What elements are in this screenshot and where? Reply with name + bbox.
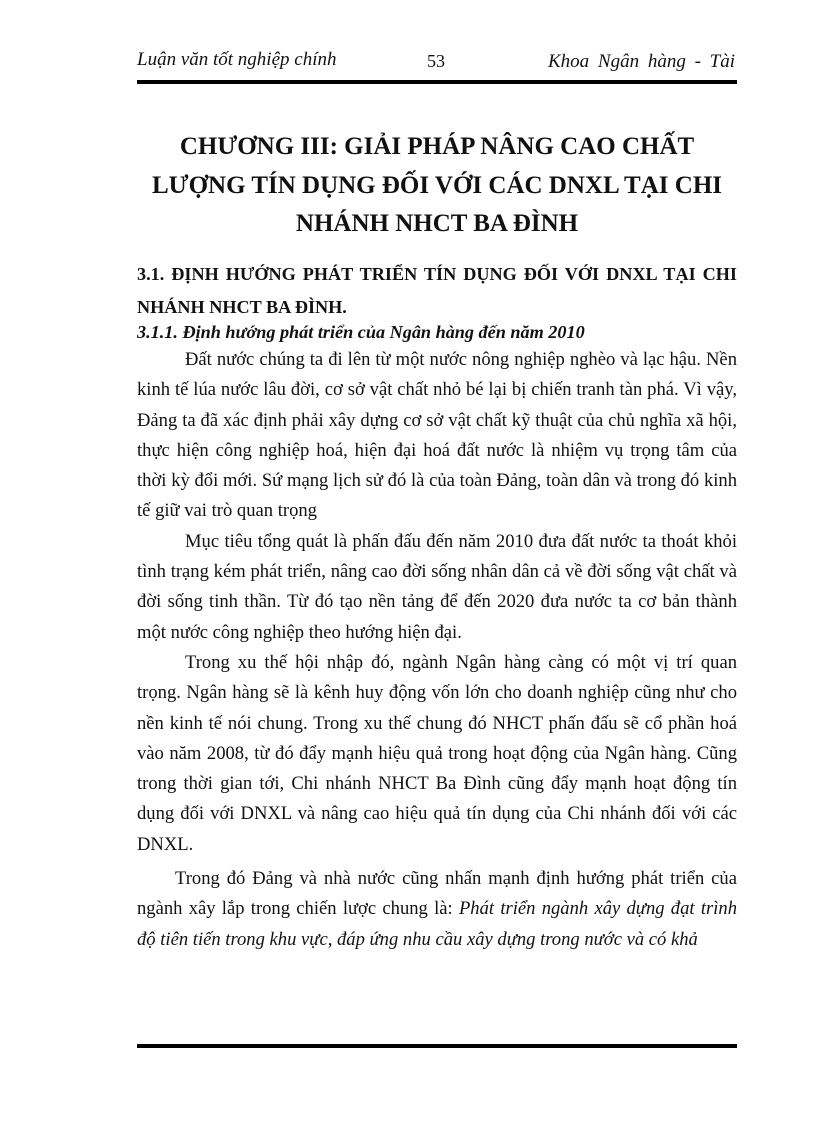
paragraph-italic-quote: Phát triển ngành xây dựng đạt trình độ tiên tiến trong khu vực, đáp ứng nhu cầu xây dựng trong nước và có khả <box>137 898 737 950</box>
page-number: 53 <box>427 51 445 71</box>
body-text <box>137 345 737 955</box>
header-thesis-label: Luận văn tốt nghiệp chính <box>137 49 337 70</box>
paragraph <box>137 864 737 955</box>
section-heading: 3.1. ĐỊNH HƯỚNG PHÁT TRIỂN TÍN DỤNG ĐỐI VỚI DNXL TẠI CHI NHÁNH NHCT BA ĐÌNH. <box>137 264 737 317</box>
subsection-heading: 3.1.1. Định hướng phát triển của Ngân hàng đến năm 2010 <box>137 322 585 342</box>
page-header <box>137 50 737 100</box>
paragraph: Đất nước chúng ta đi lên từ một nước nông nghiệp nghèo và lạc hậu. Nền kinh tế lúa nước lâu đời, cơ sở vật chất nhỏ bé lại bị chiến tranh tàn phá. Vì vậy, Đảng ta đã xác định phải xây dựng cơ sở vật chất kỹ thuật của chủ nghĩa xã hội, thực hiện công nghiệp hoá, hiện đại hoá đất nước là nhiệm vụ trọng tâm của thời kỳ đổi mới. Sứ mạng lịch sử đó là của toàn Đảng, toàn dân và trong đó kinh tế giữ vai trò quan trọng <box>137 349 737 522</box>
chapter-title: CHƯƠNG III: GIẢI PHÁP NÂNG CAO CHẤT LƯỢNG TÍN DỤNG ĐỐI VỚI CÁC DNXL TẠI CHI NHÁNH NHCT BA ĐÌNH <box>152 133 722 237</box>
paragraph: Mục tiêu tổng quát là phấn đấu đến năm 2010 đưa đất nước ta thoát khỏi tình trạng kém phát triển, nâng cao đời sống nhân dân cả về đời sống vật chất và đời sống tinh thần. Từ đó tạo nền tảng để đến 2020 đưa nước ta cơ bản thành một nước công nghiệp theo hướng hiện đại. <box>137 530 737 643</box>
paragraph: Trong xu thế hội nhập đó, ngành Ngân hàng càng có một vị trí quan trọng. Ngân hàng sẽ là kênh huy động vốn lớn cho doanh nghiệp cũng như cho nền kinh tế nói chung. Trong xu thế chung đó NHCT phấn đấu sẽ cổ phần hoá vào năm 2008, từ đó đẩy mạnh hiệu quả trong hoạt động của Ngân hàng. Cũng trong thời gian tới, Chi nhánh NHCT Ba Đình cũng đẩy mạnh hoạt động tín dụng đối với DNXL và nâng cao hiệu quả tín dụng của Chi nhánh đối với các DNXL. <box>137 651 737 855</box>
paragraph-lead: Trong đó Đảng và nhà nước cũng nhấn mạnh định hướng phát triển của ngành xây lắp trong chiến lược chung là: <box>137 868 737 920</box>
footer-rule <box>137 1044 737 1048</box>
header-faculty-label: Khoa Ngân hàng - Tài <box>547 51 735 72</box>
header-rule <box>137 80 737 84</box>
